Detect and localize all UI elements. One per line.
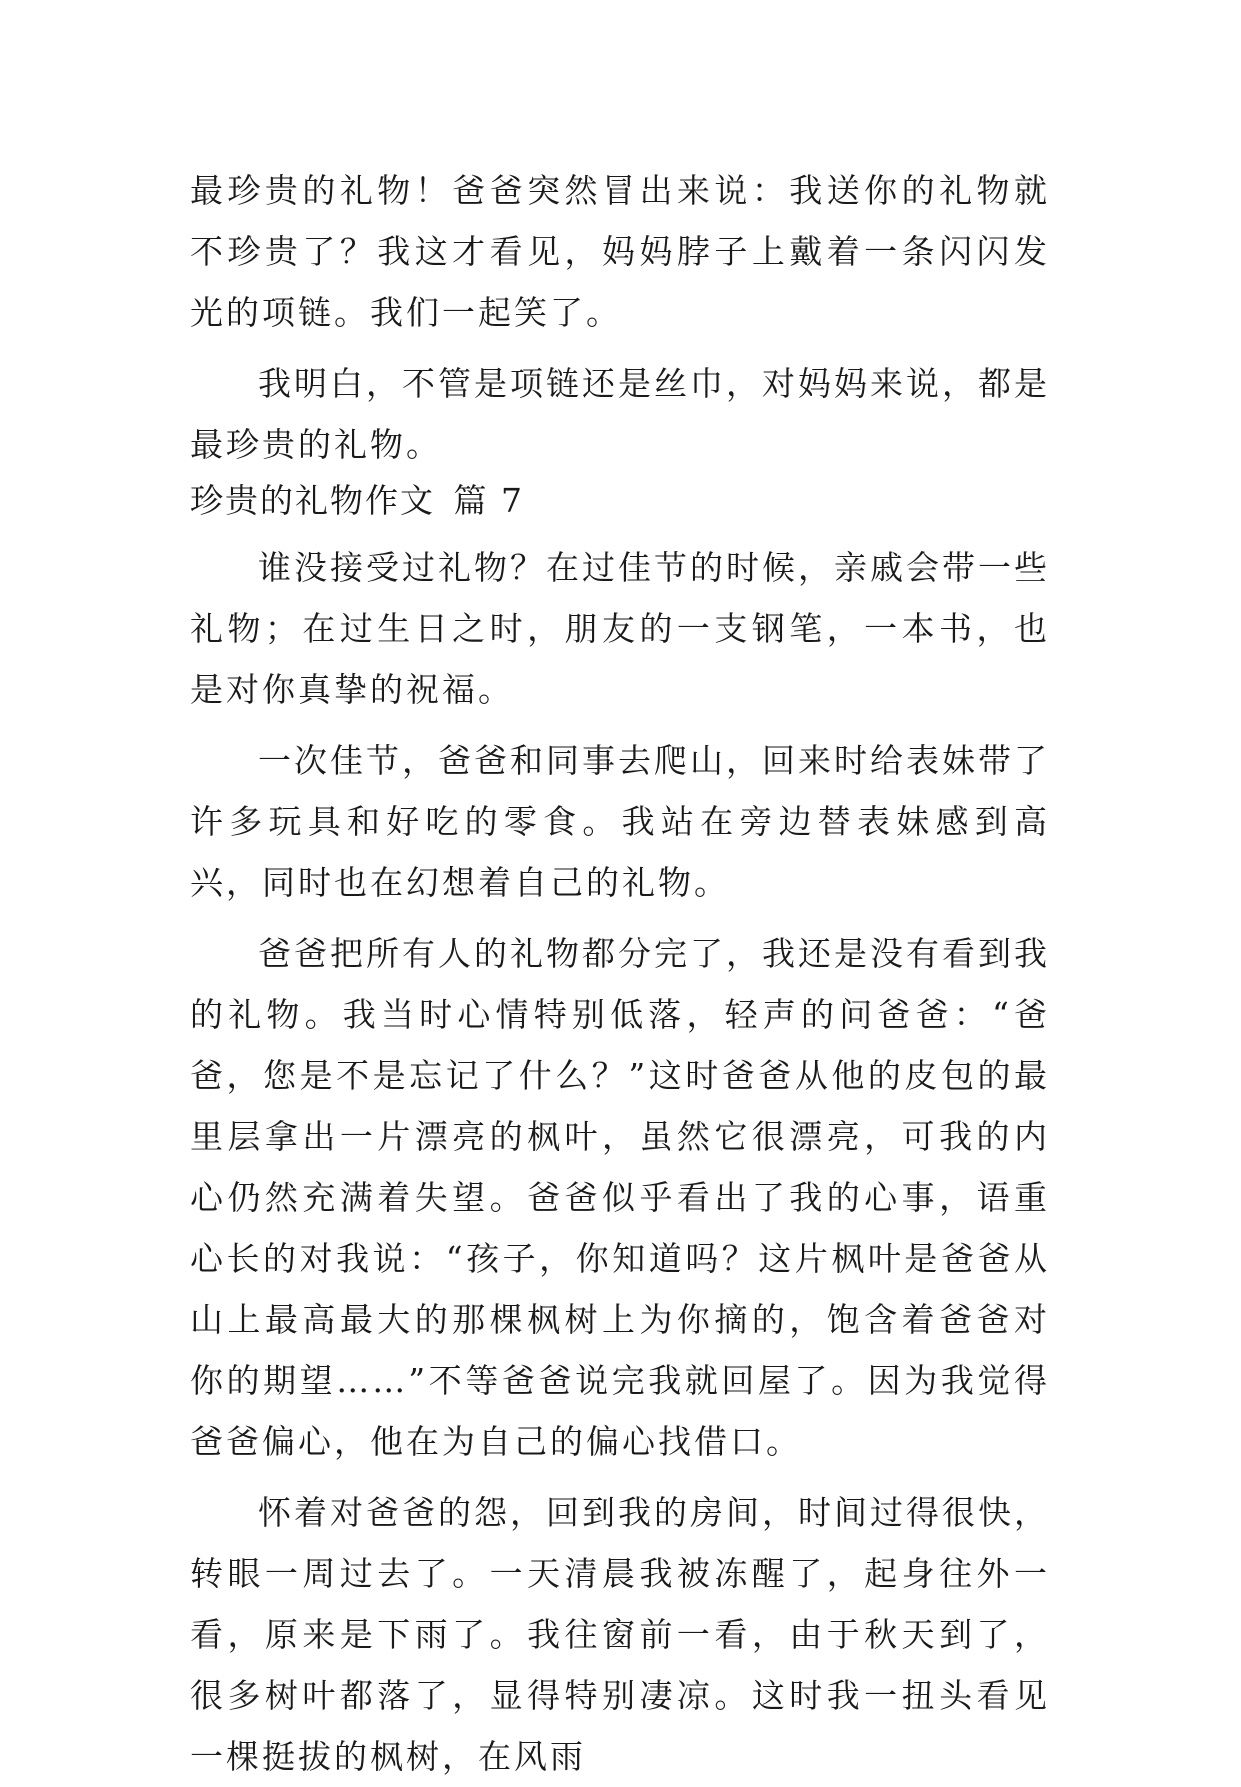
paragraph: 我明白，不管是项链还是丝巾，对妈妈来说，都是最珍贵的礼物。	[190, 364, 1050, 464]
heading-title: 珍贵的礼物作文	[190, 481, 435, 520]
heading-section-number: 篇 7	[453, 481, 524, 520]
paragraph: 爸爸把所有人的礼物都分完了，我还是没有看到我的礼物。我当时心情特别低落，轻声的问爸爸：“爸爸，您是不是忘记了什么？”这时爸爸从他的皮包的最里层拿出一片漂亮的枫叶，虽然它很漂亮，可我的内心仍然充满着失望。爸爸似乎看出了我的心事，语重心长的对我说：“孩子，你知道吗？这片枫叶是爸爸从山上最高最大的那棵枫树上为你摘的，饱含着爸爸对你的期望……”不等爸爸说完我就回屋了。因为我觉得爸爸偏心，他在为自己的偏心找借口。	[190, 934, 1050, 1461]
paragraph: 谁没接受过礼物？在过佳节的时候，亲戚会带一些礼物；在过生日之时，朋友的一支钢笔，一本书，也是对你真挚的祝福。	[190, 548, 1050, 709]
section-heading	[190, 475, 1050, 527]
paragraph-continued: 最珍贵的礼物！爸爸突然冒出来说：我送你的礼物就不珍贵了？我这才看见，妈妈脖子上戴着一条闪闪发光的项链。我们一起笑了。	[190, 171, 1050, 332]
paragraph: 怀着对爸爸的怨，回到我的房间，时间过得很快，转眼一周过去了。一天清晨我被冻醒了，起身往外一看，原来是下雨了。我往窗前一看，由于秋天到了，很多树叶都落了，显得特别凄凉。这时我一扭头看见一棵挺拔的枫树，在风雨	[190, 1493, 1050, 1776]
document-body	[190, 160, 1050, 1787]
paragraph: 一次佳节，爸爸和同事去爬山，回来时给表妹带了许多玩具和好吃的零食。我站在旁边替表妹感到高兴，同时也在幻想着自己的礼物。	[190, 741, 1050, 902]
